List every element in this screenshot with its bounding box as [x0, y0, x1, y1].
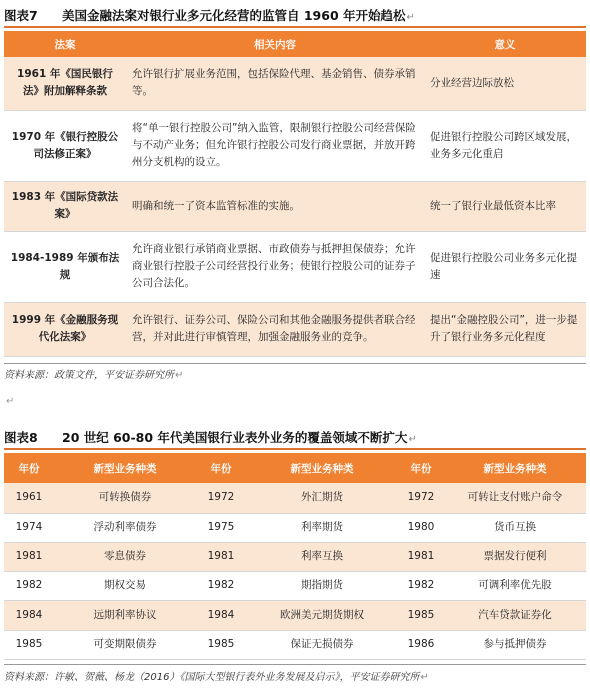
business-cell: 可调利率优先股 — [444, 571, 586, 600]
figure7-source-text: 资料来源：政策文件，平安证券研究所 — [4, 370, 174, 381]
figure8-number: 图表8 — [4, 430, 38, 445]
figure7-table — [4, 31, 586, 357]
year-cell: 1986 — [398, 630, 444, 659]
figure8-table — [4, 453, 586, 660]
return-mark-icon: ↵ — [408, 434, 417, 445]
return-mark-icon: ↵ — [406, 12, 415, 23]
law-cell: 1970 年《银行控股公司法修正案》 — [4, 110, 126, 181]
business-cell: 票据发行便利 — [444, 542, 586, 571]
table-row — [4, 302, 586, 356]
business-cell: 期指期货 — [246, 571, 398, 600]
year-cell: 1984 — [196, 600, 246, 630]
business-cell: 期权交易 — [54, 571, 196, 600]
content-cell: 允许商业银行承销商业票据、市政债券与抵押担保债券；允许商业银行控股子公司经营投行业务；使银行控股公司的证券子公司合法化。 — [126, 231, 424, 302]
content-cell: 允许银行扩展业务范围，包括保险代理、基金销售、债券承销等。 — [126, 57, 424, 110]
figure7-number: 图表7 — [4, 8, 38, 23]
figure8-source-text: 资料来源：许敏、贺薇、杨龙（2016）《国际大型银行表外业务发展及启示》，平安证券研究所 — [4, 672, 420, 683]
business-cell: 外汇期货 — [246, 483, 398, 513]
figure8-title-text: 20 世纪 60-80 年代美国银行业表外业务的覆盖领域不断扩大 — [62, 430, 408, 445]
figure8-source — [4, 668, 429, 683]
business-cell: 浮动利率债券 — [54, 513, 196, 542]
table-row — [4, 571, 586, 600]
content-cell: 将“单一银行控股公司”纳入监管，限制银行控股公司经营保险与不动产业务；但允许银行控股公司发行商业票据，并放开跨州分支机构的设立。 — [126, 110, 424, 181]
year-cell: 1985 — [196, 630, 246, 659]
year-cell: 1961 — [4, 483, 54, 513]
figure8-title-rule — [4, 448, 586, 450]
law-cell: 1961 年《国民银行法》附加解释条款 — [4, 57, 126, 110]
year-cell: 1981 — [398, 542, 444, 571]
figure7-title — [4, 6, 415, 24]
header-business: 新型业务种类 — [444, 453, 586, 483]
table-row — [4, 542, 586, 571]
table-row — [4, 513, 586, 542]
business-cell: 零息债券 — [54, 542, 196, 571]
business-cell: 利率互换 — [246, 542, 398, 571]
meaning-cell: 统一了银行业最低资本比率 — [424, 181, 586, 231]
meaning-cell: 提出“金融控股公司”，进一步提升了银行业务多元化程度 — [424, 302, 586, 356]
year-cell: 1982 — [4, 571, 54, 600]
figure8-header-row — [4, 453, 586, 483]
year-cell: 1982 — [398, 571, 444, 600]
figure7-header-row — [4, 31, 586, 57]
figure8-title — [4, 428, 417, 446]
table-row — [4, 483, 586, 513]
year-cell: 1985 — [4, 630, 54, 659]
table-row — [4, 231, 586, 302]
figure7-source-rule — [4, 363, 586, 364]
figure7-title-rule — [4, 26, 586, 28]
figure8-source-rule — [4, 664, 586, 665]
year-cell: 1980 — [398, 513, 444, 542]
paragraph-mark-icon: ↵ — [6, 396, 15, 407]
business-cell: 可变期限债券 — [54, 630, 196, 659]
meaning-cell: 分业经营边际放松 — [424, 57, 586, 110]
table-row — [4, 57, 586, 110]
year-cell: 1972 — [398, 483, 444, 513]
header-meaning: 意义 — [424, 31, 586, 57]
header-business: 新型业务种类 — [246, 453, 398, 483]
year-cell: 1982 — [196, 571, 246, 600]
header-business: 新型业务种类 — [54, 453, 196, 483]
business-cell: 汽车贷款证券化 — [444, 600, 586, 630]
year-cell: 1972 — [196, 483, 246, 513]
header-year: 年份 — [196, 453, 246, 483]
business-cell: 欧洲美元期货期权 — [246, 600, 398, 630]
business-cell: 可转让支付账户命令 — [444, 483, 586, 513]
year-cell: 1984 — [4, 600, 54, 630]
meaning-cell: 促进银行控股公司业务多元化提速 — [424, 231, 586, 302]
header-year: 年份 — [398, 453, 444, 483]
table-row — [4, 110, 586, 181]
content-cell: 允许银行、证券公司、保险公司和其他金融服务提供者联合经营，并对此进行审慎管理，加强金融服务业的竞争。 — [126, 302, 424, 356]
business-cell: 远期利率协议 — [54, 600, 196, 630]
return-mark-icon: ↵ — [420, 672, 429, 683]
table-row — [4, 630, 586, 659]
year-cell: 1975 — [196, 513, 246, 542]
law-cell: 1983 年《国际贷款法案》 — [4, 181, 126, 231]
content-cell: 明确和统一了资本监管标准的实施。 — [126, 181, 424, 231]
year-cell: 1985 — [398, 600, 444, 630]
header-year: 年份 — [4, 453, 54, 483]
return-mark-icon: ↵ — [175, 370, 184, 381]
law-cell: 1984-1989 年颁布法规 — [4, 231, 126, 302]
figure7-title-text: 美国金融法案对银行业多元化经营的监管自 1960 年开始趋松 — [62, 8, 406, 23]
business-cell: 利率期货 — [246, 513, 398, 542]
table-row — [4, 181, 586, 231]
business-cell: 可转换债券 — [54, 483, 196, 513]
business-cell: 货币互换 — [444, 513, 586, 542]
law-cell: 1999 年《金融服务现代化法案》 — [4, 302, 126, 356]
business-cell: 保证无损债券 — [246, 630, 398, 659]
year-cell: 1974 — [4, 513, 54, 542]
figure7-source — [4, 366, 183, 381]
year-cell: 1981 — [196, 542, 246, 571]
business-cell: 参与抵押债券 — [444, 630, 586, 659]
meaning-cell: 促进银行控股公司跨区域发展，业务多元化重启 — [424, 110, 586, 181]
year-cell: 1981 — [4, 542, 54, 571]
header-content: 相关内容 — [126, 31, 424, 57]
header-law: 法案 — [4, 31, 126, 57]
table-row — [4, 600, 586, 630]
